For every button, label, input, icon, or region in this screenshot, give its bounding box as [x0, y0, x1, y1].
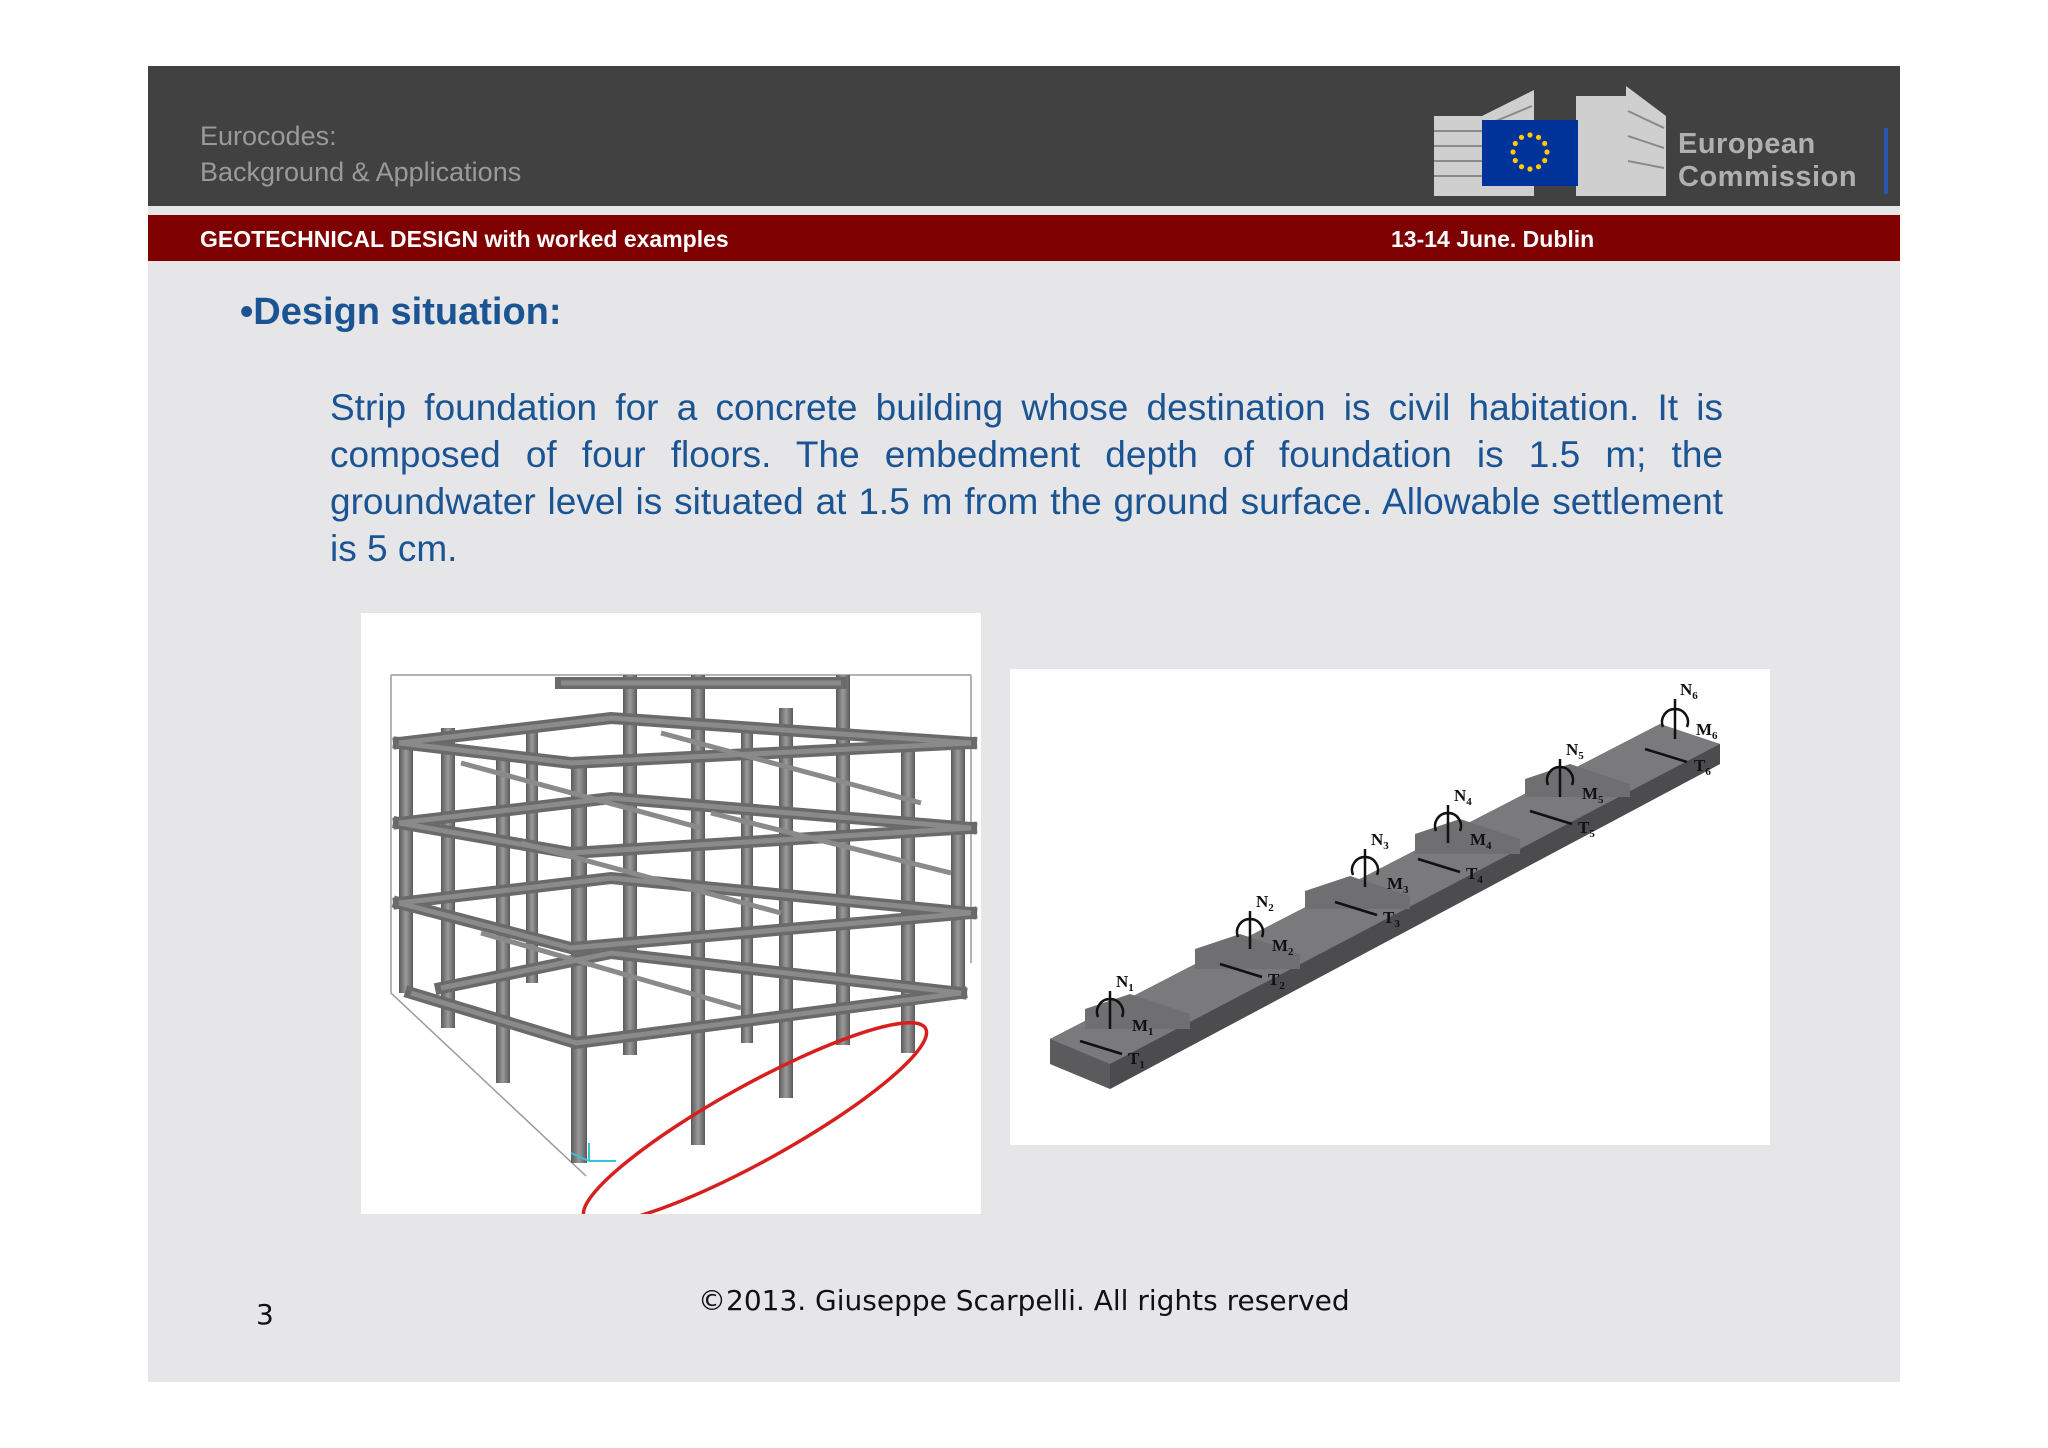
- section-heading: •Design situation:: [240, 291, 562, 333]
- header-title: [200, 118, 521, 190]
- label-m2: $M_2$: [1272, 936, 1294, 958]
- title-banner: [148, 215, 1900, 261]
- logo-line2: Commission: [1678, 161, 1858, 193]
- label-t3: $T_3$: [1383, 908, 1400, 930]
- building-frame-figure: [361, 613, 981, 1214]
- label-t6: $T_6$: [1694, 756, 1711, 778]
- label-t5: $T_5$: [1578, 818, 1595, 840]
- slide: [148, 66, 1900, 1382]
- label-t4: $T_4$: [1466, 864, 1483, 886]
- header-bar: [148, 66, 1900, 206]
- label-n4: $N_4$: [1454, 786, 1472, 808]
- highlight-ellipse: [566, 995, 944, 1214]
- eu-flag-icon: [1482, 120, 1578, 186]
- label-m4: $M_4$: [1470, 830, 1492, 852]
- banner-date: 13-14 June. Dublin: [1391, 226, 1595, 252]
- description-paragraph: Strip foundation for a concrete building whose destination is civil habitation. It is composed of four floors. The embedment depth of foundation is 1.5 m; the groundwater level is situated at 1.5 m from the ground surface. Allowable settlement is 5 cm.: [330, 387, 1723, 569]
- label-t2: $T_2$: [1268, 970, 1285, 992]
- logo-line1: European: [1678, 128, 1816, 160]
- header-title-line2: Background & Applications: [200, 157, 522, 187]
- label-m1: $M_1$: [1132, 1016, 1154, 1038]
- label-n3: $N_3$: [1371, 830, 1389, 852]
- label-n2: $N_2$: [1256, 892, 1274, 914]
- copyright-notice: ©2013. Giuseppe Scarpelli. All rights reserved: [698, 1284, 1350, 1317]
- label-m5: $M_5$: [1582, 784, 1604, 806]
- label-n6: $N_6$: [1680, 680, 1698, 702]
- header-title-line1: Eurocodes:: [200, 121, 337, 151]
- page-number: 3: [256, 1298, 274, 1331]
- logo-text: [1678, 128, 1857, 194]
- banner-course-title: GEOTECHNICAL DESIGN with worked examples: [200, 226, 729, 252]
- strip-foundation-figure: [1010, 669, 1770, 1145]
- label-n1: $N_1$: [1116, 972, 1134, 994]
- label-t1: $T_1$: [1128, 1049, 1145, 1071]
- label-n5: $N_5$: [1566, 740, 1584, 762]
- label-m3: $M_3$: [1387, 874, 1409, 896]
- label-m6: $M_6$: [1696, 720, 1718, 742]
